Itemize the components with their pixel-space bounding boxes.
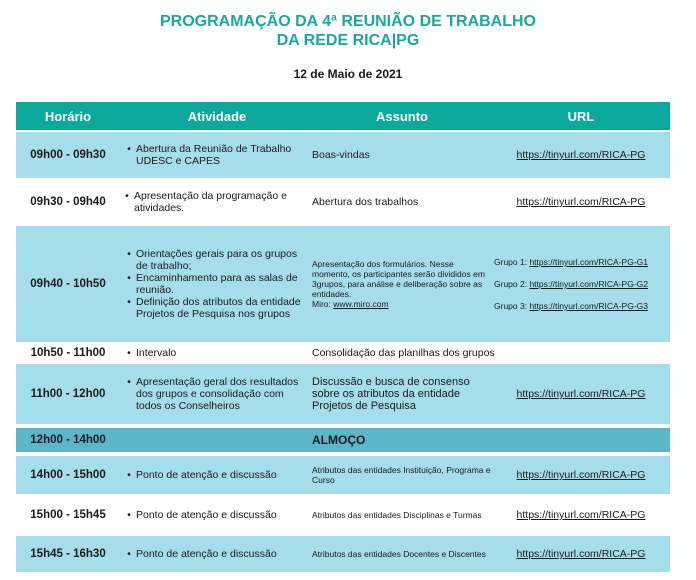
activity-item: Ponto de atenção e discussão <box>136 469 277 481</box>
table-row <box>16 226 670 342</box>
url-link[interactable]: https://tinyurl.com/RICA-PG <box>516 388 646 400</box>
activity-item: Abertura da Reunião de Trabalho UDESC e CAPES <box>136 143 292 167</box>
row-time: 09h00 - 09h30 <box>30 149 106 161</box>
row-subject: Discussão e busca de consenso sobre os atributos da entidade Projetos de Pesquisa <box>312 376 470 412</box>
meeting-date: 12 de Maio de 2021 <box>293 67 403 81</box>
activity-item: Encaminhamento para as salas de reunião. <box>136 272 298 296</box>
title-line-2: DA REDE RICA|PG <box>276 32 420 49</box>
lunch-row <box>16 428 670 452</box>
activity-item: Definição dos atributos da entidade Projetos de Pesquisa nos grupos <box>136 296 301 320</box>
row-time: 15h00 - 15h45 <box>30 509 106 521</box>
row-time: 09h30 - 09h40 <box>30 196 106 208</box>
row-url-cell <box>494 226 672 342</box>
document-title <box>0 12 696 50</box>
header-time: Horário <box>44 108 92 124</box>
row-activity: • Ponto de atenção e discussão <box>127 548 277 560</box>
row-activity: • Orientações gerais para os grupos de trabalho; • Encaminhamento para as salas de reunião. • Definição dos atributos da entidade Projetos de Pesquisa nos grupos <box>122 226 306 342</box>
activity-item: Ponto de atenção e discussão <box>136 509 277 521</box>
table-row <box>16 496 670 534</box>
row-subject: Consolidação das planilhas dos grupos <box>312 347 495 359</box>
row-time: 14h00 - 15h00 <box>30 469 106 481</box>
table-row <box>16 180 670 224</box>
row-subject: Abertura dos trabalhos <box>312 196 419 208</box>
url-link[interactable]: https://tinyurl.com/RICA-PG-G1 <box>529 257 649 267</box>
url-link[interactable]: https://tinyurl.com/RICA-PG <box>516 548 646 560</box>
group-links <box>494 257 648 311</box>
table-header <box>16 102 670 130</box>
group-link-1 <box>494 257 648 267</box>
row-time: 09h40 - 10h50 <box>30 278 106 290</box>
row-time: 12h00 - 14h00 <box>30 434 106 446</box>
url-link[interactable]: https://tinyurl.com/RICA-PG-G2 <box>529 279 649 289</box>
title-line-1: PROGRAMAÇÃO DA 4ª REUNIÃO DE TRABALHO <box>160 13 536 30</box>
row-activity: • Ponto de atenção e discussão <box>127 509 277 521</box>
group-link-3 <box>494 301 648 311</box>
header-activity: Atividade <box>187 108 247 124</box>
url-link[interactable]: https://tinyurl.com/RICA-PG <box>516 509 646 521</box>
row-time: 11h00 - 12h00 <box>30 388 106 400</box>
row-subject: Atributos das entidades Docentes e Discentes <box>312 549 486 559</box>
url-link[interactable]: https://tinyurl.com/RICA-PG <box>516 196 646 208</box>
row-activity: • Intervalo <box>127 347 177 359</box>
activity-item: Ponto de atenção e discussão <box>136 548 277 560</box>
row-url-cell <box>492 496 670 534</box>
url-link[interactable]: https://tinyurl.com/RICA-PG <box>516 469 646 481</box>
row-activity: • Ponto de atenção e discussão <box>127 469 277 481</box>
miro-link[interactable]: www.miro.com <box>333 299 389 309</box>
row-activity: • Abertura da Reunião de Trabalho UDESC e CAPES <box>122 132 306 178</box>
row-subject: Atributos das entidades Instituição, Programa e Curso <box>312 465 491 485</box>
activity-item: Intervalo <box>136 347 177 359</box>
miro-line <box>312 299 389 309</box>
row-url-cell <box>492 456 670 494</box>
group-label: Grupo 3: <box>494 301 528 311</box>
table-row <box>16 536 670 572</box>
header-url: URL <box>567 108 595 124</box>
header-subject: Assunto <box>376 108 428 124</box>
table-row <box>16 344 670 362</box>
table-row <box>16 456 670 494</box>
row-subject <box>312 226 492 342</box>
row-time: 15h45 - 16h30 <box>30 548 106 560</box>
row-subject: Atributos das entidades Disciplinas e Turmas <box>312 510 482 520</box>
miro-label: Miro: <box>312 299 331 309</box>
lunch-label: ALMOÇO <box>312 433 366 447</box>
url-link[interactable]: https://tinyurl.com/RICA-PG <box>516 149 646 161</box>
group-link-2 <box>494 279 648 289</box>
activity-item: Orientações gerais para os grupos de trabalho; <box>136 248 298 272</box>
row-subject: Boas-vindas <box>312 149 370 161</box>
subject-text: Apresentação dos formulários. Nesse momento, os participantes serão divididos em 3grupos, para análise e deliberação sobre as entidades. <box>312 259 485 299</box>
table-row <box>16 132 670 178</box>
row-activity: • Apresentação geral dos resultados dos grupos e consolidação com todos os Conselheiros <box>122 364 306 424</box>
activity-item: Apresentação da programação e atividades. <box>134 190 287 214</box>
row-activity: • Apresentação da programação e atividades. <box>120 180 304 224</box>
row-url-cell <box>492 132 670 178</box>
activity-item: Apresentação geral dos resultados dos grupos e consolidação com todos os Conselheiros <box>136 376 299 412</box>
row-url-cell <box>492 364 670 424</box>
group-label: Grupo 1: <box>494 257 528 267</box>
row-time: 10h50 - 11h00 <box>30 347 106 359</box>
url-link[interactable]: https://tinyurl.com/RICA-PG-G3 <box>529 301 649 311</box>
table-row <box>16 364 670 424</box>
group-label: Grupo 2: <box>494 279 528 289</box>
row-url-cell <box>492 180 670 224</box>
row-url-cell <box>492 536 670 572</box>
